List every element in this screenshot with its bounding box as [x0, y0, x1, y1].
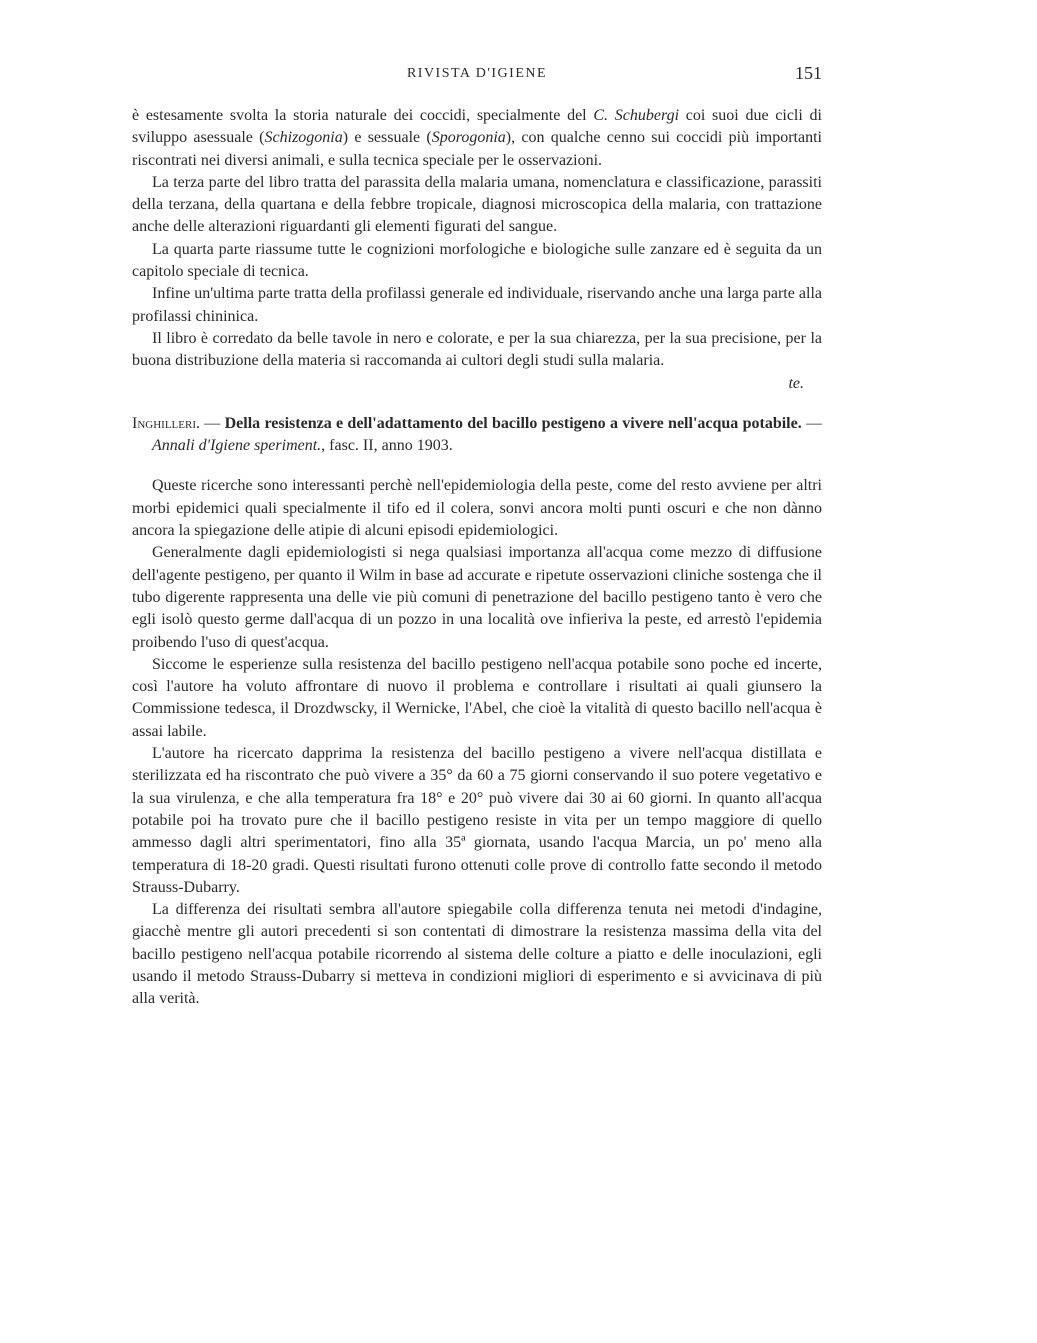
paragraph-methods: La differenza dei risultati sembra all'autore spiegabile colla differenza tenuta nei metodi d'indagine, giacchè mentre gli autori precedenti si son contentati di dimostrare la resistenza massima della vita del bacillo pestigeno nell'acqua potabile ricorrendo al sistema delle colture a piatto e delle inoculazioni, egli usando il metodo Strauss-Dubarry si metteva in condizioni migliori di esperimento e si avvicinava di più alla verità.	[132, 901, 822, 1008]
paragraph-water-diffusion: Generalmente dagli epidemiologisti si nega qualsiasi importanza all'acqua come mezzo di diffusione dell'agente pestigeno, per quanto il Wilm in base ad accurate e ripetute osservazioni cliniche sostenga che il tubo digerente rappresenta una delle vie più comuni di penetrazione del bacillo pestigeno tanto è vero che egli isolò questo germe dall'acqua di un pozzo in una località ove infieriva la peste, ed arrestò l'epidemia proibendo l'uso di quest'acqua.	[132, 544, 822, 651]
paragraph-book-summary: Il libro è corredato da belle tavole in nero e colorate, e per la sua chiarezza, per la sua precisione, per la buona distribuzione della materia si raccomanda ai cultori degli studi sulla malaria.	[132, 329, 822, 370]
paragraph-results: L'autore ha ricercato dapprima la resistenza del bacillo pestigeno a vivere nell'acqua distillata e sterilizzata ed ha riscontrato che può vivere a 35° da 60 a 75 giorni conservando il suo potere vegetativo e la sua virulenza, e che alla temperatura fra 18° e 20° può vivere dai 30 ai 60 giorni. In quanto all'acqua potabile poi ha trovato pure che il bacillo pestigeno resiste in vita per un tempo maggiore di quello ammesso dagli altri sperimentatori, fino alla 35ª giornata, usando l'acqua Marcia, un po' meno alla temperatura di 18-20 gradi. Questi risultati furono ottenuti colle prove di controllo fatte secondo il metodo Strauss-Dubarry.	[132, 745, 822, 896]
review-signature: te.	[788, 374, 804, 392]
paragraph-research-intro: Queste ricerche sono interessanti perchè nell'epidemiologia della peste, come del resto avviene per altri morbi epidemici quali specialmente il tifo ed il colera, sonvi ancora molti punti oscuri e che non dànno ancora la spiegazione delle atipie di alcuni episodi epidemiologici.	[132, 477, 822, 540]
paragraph-malaria-parasite: La terza parte del libro tratta del parassita della malaria umana, nomenclatura e classificazione, parassiti della terzana, della quartana e della febbre tropicale, diagnosi microscopica della malaria, con trattazione anche delle alterazioni riguardanti gli elementi figurati del sangue.	[132, 173, 822, 236]
paragraph-coccidi: è estesamente svolta la storia naturale dei coccidi, specialmente del C. Schubergi coi suoi due cicli di sviluppo asessuale (Schizogonia) e sessuale (Sporogonia), con qualche cenno sui coccidi più importanti riscontrati nei diversi animali, e sulla tecnica speciale per le osservazioni.	[132, 107, 822, 169]
paragraph-prophylaxis: Infine un'ultima parte tratta della profilassi generale ed individuale, riservando anche una larga parte alla profilassi chininica.	[132, 285, 822, 325]
review-journal: Annali d'Igiene speriment.	[152, 437, 322, 455]
text-body	[132, 105, 822, 1011]
review-heading: Inghilleri. — Della resistenza e dell'adattamento del bacillo pestigeno a vivere nell'acqua potabile. — Annali d'Igiene speriment., fasc. II, anno 1903.	[132, 414, 823, 455]
review-title: Della resistenza e dell'adattamento del bacillo pestigeno a vivere nell'acqua potabile.	[224, 414, 802, 432]
running-title: RIVISTA D'IGIENE	[406, 66, 548, 81]
review-details: , fasc. II, anno 1903.	[321, 437, 453, 455]
running-head	[132, 63, 822, 90]
paragraph-mosquitoes: La quarta parte riassume tutte le cognizioni morfologiche e biologiche sulle zanzare ed è seguita da un capitolo speciale di tecnica.	[132, 240, 822, 281]
paragraph-experiments: Siccome le esperienze sulla resistenza del bacillo pestigeno nell'acqua potabile sono poche ed incerte, così l'autore ha voluto affrontare di nuovo il problema e controllare i risultati ai quali giunsero la Commissione tedesca, il Drozdwscky, il Wernicke, l'Abel, che cioè la vitalità di questo bacillo nell'acqua è assai labile.	[132, 655, 822, 740]
page-number: 151	[795, 63, 822, 83]
review-author: Inghilleri.	[132, 414, 200, 432]
signature-line	[132, 373, 822, 395]
